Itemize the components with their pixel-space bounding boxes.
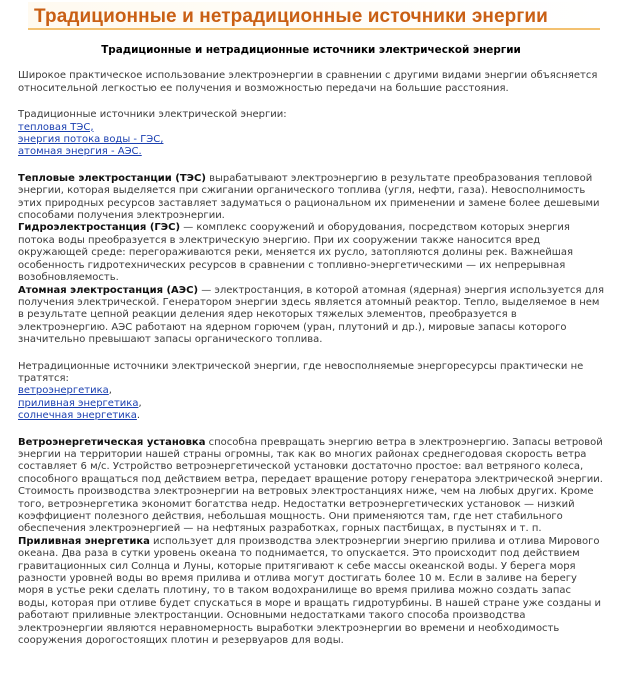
article-subtitle: Традиционные и нетрадиционные источники электрической энергии bbox=[101, 44, 521, 56]
link-wind[interactable]: ветроэнергетика bbox=[18, 385, 109, 397]
traditional-heading: Традиционные источники электрической энергии: bbox=[18, 109, 287, 121]
tes-paragraph bbox=[18, 173, 604, 223]
aes-term: Атомная электростанция (АЭС) bbox=[18, 284, 199, 296]
link-tidal[interactable]: приливная энергетика bbox=[18, 397, 139, 409]
ges-term: Гидроэлектростанция (ГЭС) bbox=[18, 222, 181, 234]
link-solar[interactable]: солнечная энергетика bbox=[18, 410, 137, 422]
ges-paragraph bbox=[18, 222, 604, 284]
article-content bbox=[18, 44, 604, 647]
page-title: Традиционные и нетрадиционные источники энергии bbox=[34, 6, 548, 27]
link-separator: , bbox=[108, 385, 112, 397]
link-separator: . bbox=[136, 410, 141, 422]
title-bar bbox=[28, 2, 600, 30]
wind-term: Ветроэнергетическая установка bbox=[18, 436, 206, 448]
wind-paragraph bbox=[18, 437, 604, 536]
ges-text: — комплекс сооружений и оборудования, посредством которых энергия потока воды преобразуется в электрическую энергию. При их сооружении также наносится вред окружающей среде: перегораживаются реки, меняется их русло, затопляются долины рек. Важнейшая особенность гидротехнических ресурсов в сравнении с топливно-энергетическими — их непрерывная возобновляемость. bbox=[18, 222, 574, 284]
tes-term: Тепловые электростанции (ТЭС) bbox=[18, 172, 206, 184]
link-ges[interactable]: энергия потока воды - ГЭС, bbox=[18, 134, 164, 146]
link-separator: , bbox=[138, 397, 142, 409]
tidal-text: использует для производства электроэнергии энергию прилива и отлива Мирового океана. Два раза в сутки уровень океана то поднимается, то опускается. Это происходит под действием гравитационных сил Солнца и Луны, которые притягивают к себе массы океанской воды. У берега моря разности уровней воды во время прилива и отлива могут достигать более 10 м. Если в заливе на берегу моря в устье реки сделать плотину, то в таком водохранилище во время прилива можно создать запас воды, которая при отливе будет спускаться в море и вращать гидротурбины. В нашей стране уже созданы и работают приливные электростанции. Основными недостатками такого способа производства электроэнергии являются неравномерность выработки электроэнергии во времени и необходимость сооружения дорогостоящих плотин и резервуаров для воды. bbox=[18, 535, 602, 647]
link-tes[interactable]: тепловая ТЭС, bbox=[18, 121, 94, 133]
tes-text: вырабатывают электроэнергию в результате преобразования тепловой энергии, которая выделяется при сжигании органического топлива (угля, нефти, газа). Невосполнимость этих природных ресурсов заставляет задуматься о рациональном их применении и замене более дешевыми способами получения электроэнергии. bbox=[18, 172, 600, 222]
tidal-paragraph bbox=[18, 536, 604, 648]
tidal-term: Приливная энергетика bbox=[18, 535, 150, 547]
aes-text: — электростанция, в которой атомная (ядерная) энергия используется для получения электрической. Генератором энергии здесь является атомный реактор. Тепло, выделяемое в нем в результате цепной реакции деления ядер некоторых тяжелых элементов, преобразуется в электроэнергию. АЭС работают на ядерном горючем (уран, плутоний и др.), мировые запасы которого значительно превышают запасы органического топлива. bbox=[18, 284, 604, 346]
nontraditional-heading: Нетрадиционные источники электрической энергии, где невосполняемые энергоресурсы практически не тратятся: bbox=[18, 360, 584, 384]
link-aes[interactable]: атомная энергия - АЭС. bbox=[18, 146, 142, 158]
intro-paragraph: Широкое практическое использование электроэнергии в сравнении с другими видами энергии объясняется относительной легкостью ее получения и возможностью передачи на большие расстояния. bbox=[18, 70, 598, 94]
wind-text: способна превращать энергию ветра в электроэнергию. Запасы ветровой энергии на территории нашей страны огромны, так как во многих районах среднегодовая скорость ветра составляет 6 м/с. Устройство ветроэнергетической установки достаточно простое: вал ветряного колеса, способного вращаться под действием ветра, передает вращение ротору генератора электрической энергии. Стоимость производства электроэнергии на ветровых электростанциях ниже, чем на любых других. Кроме того, ветроэнергетика экономит богатства недр. Недостатки ветроэнергетических установок — низкий коэффициент полезного действия, небольшая мощность. Они применяются там, где нет стабильного обеспечения электроэнергией — на нефтяных разработках, горных пастбищах, в пустынях и т. п. bbox=[18, 436, 603, 535]
aes-paragraph bbox=[18, 285, 604, 347]
